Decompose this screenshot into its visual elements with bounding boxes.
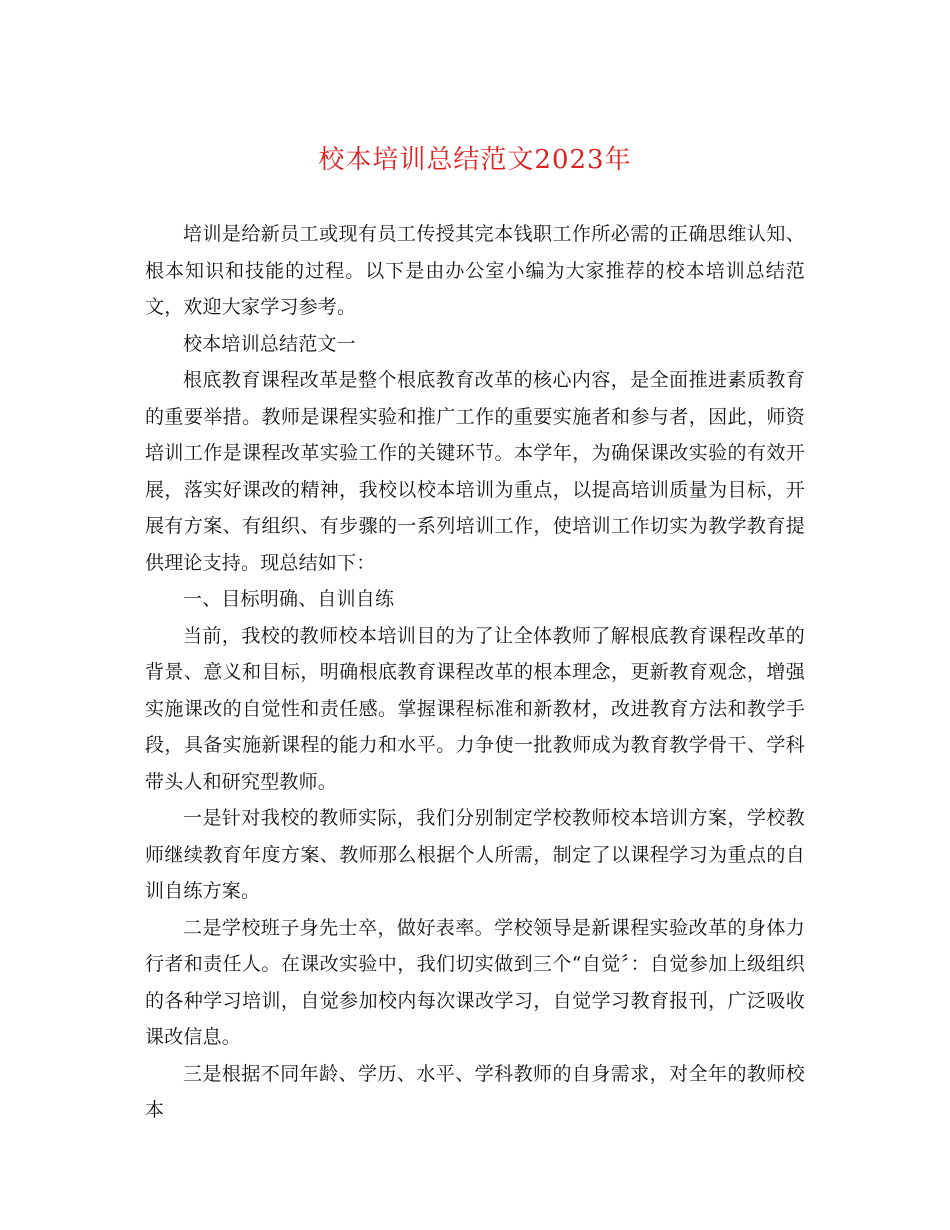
document-body	[145, 216, 805, 1129]
body-paragraph: 二是学校班子身先士卒，做好表率。学校领导是新课程实验改革的身体力行者和责任人。在课改实验中，我们切实做到三个“自觉〞：自觉参加上级组织的各种学习培训，自觉参加校内每次课改学习，自觉学习教育报刊，广泛吸收课改信息。	[145, 916, 805, 1048]
subsection-heading: 一、目标明确、自训自练	[183, 588, 395, 610]
section-heading: 校本培训总结范文一	[183, 332, 356, 355]
document-title: 校本培训总结范文2023年	[318, 145, 632, 175]
body-paragraph: 根底教育课程改革是整个根底教育改革的核心内容，是全面推进素质教育的重要举措。教师是课程实验和推广工作的重要实施者和参与者，因此，师资培训工作是课程改革实验工作的关键环节。本学年，为确保课改实验的有效开展，落实好课改的精神，我校以校本培训为重点，以提高培训质量为目标，开展有方案、有组织、有步骤的一系列培训工作，使培训工作切实为教学教育提供理论支持。现总结如下：	[145, 369, 805, 574]
intro-paragraph: 培训是给新员工或现有员工传授其完本钱职工作所必需的正确思维认知、根本知识和技能的过程。以下是由办公室小编为大家推荐的校本培训总结范文，欢迎大家学习参考。	[145, 223, 805, 318]
body-paragraph: 一是针对我校的教师实际，我们分别制定学校教师校本培训方案，学校教师继续教育年度方案、教师那么根据个人所需，制定了以课程学习为重点的自训自练方案。	[145, 807, 805, 902]
body-paragraph: 当前，我校的教师校本培训目的为了让全体教师了解根底教育课程改革的背景、意义和目标，明确根底教育课程改革的根本理念，更新教育观念，增强实施课改的自觉性和责任感。掌握课程标准和新教材，改进教育方法和教学手段，具备实施新课程的能力和水平。力争使一批教师成为教育教学骨干、学科带头人和研究型教师。	[145, 624, 805, 793]
body-paragraph: 三是根据不同年龄、学历、水平、学科教师的自身需求，对全年的教师校本	[145, 1062, 805, 1121]
